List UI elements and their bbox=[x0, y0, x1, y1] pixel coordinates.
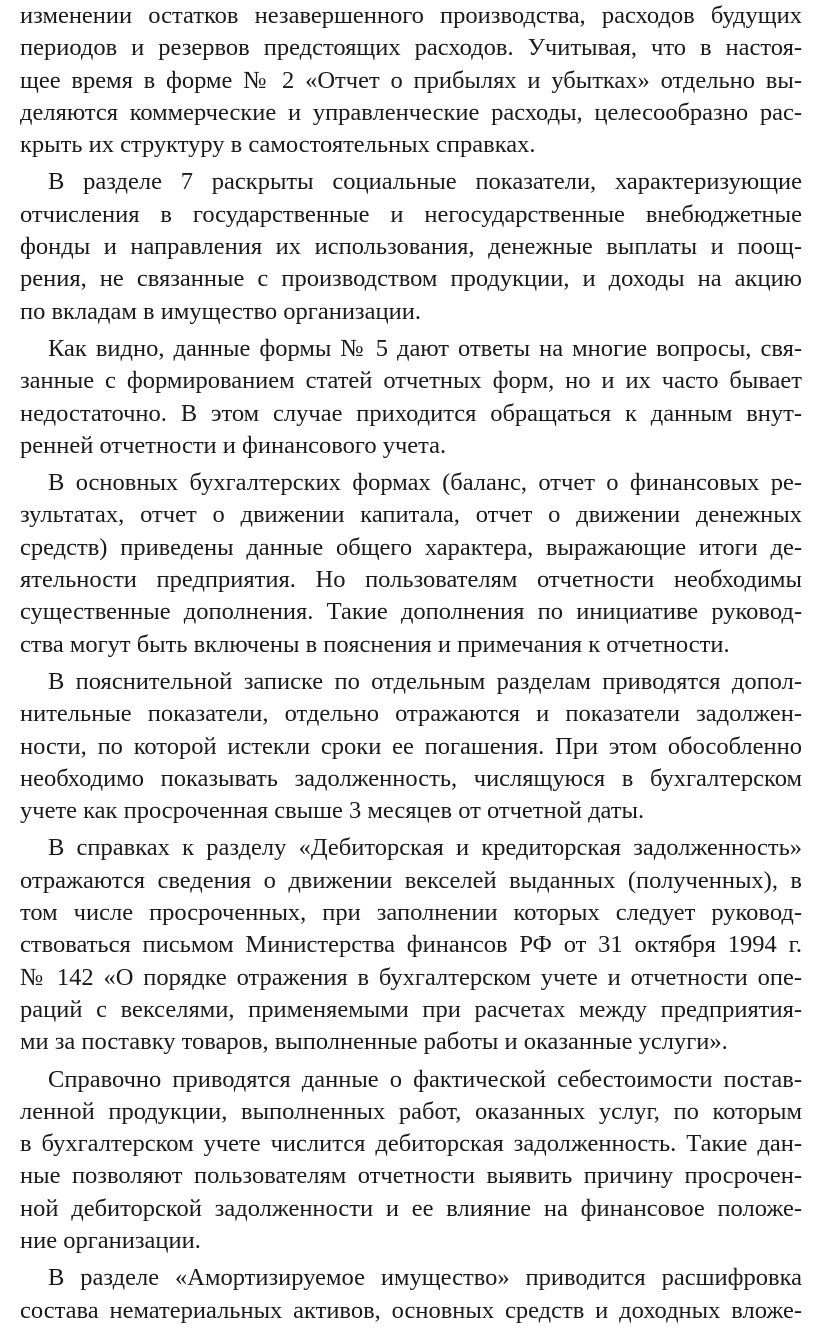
paragraph-7 bbox=[20, 1064, 802, 1258]
text-line: ства могут быть включены в пояснения и примечания к отчетности. bbox=[20, 630, 730, 658]
text-line: ятельности предприятия. Но пользователям отчетности необходимы bbox=[20, 566, 802, 594]
paragraph-2 bbox=[20, 166, 802, 327]
text-line: В разделе «Амортизируемое имущество» приводится расшифровка bbox=[48, 1264, 802, 1292]
text-line: деляются коммерческие и управленческие расходы, целесообразно рас- bbox=[20, 98, 802, 126]
text-line: В пояснительной записке по отдельным разделам приводятся допол- bbox=[48, 667, 802, 695]
text-line: в бухгалтерском учете числится дебиторская задолженность. Такие дан- bbox=[20, 1130, 802, 1158]
text-line: зультатах, отчет о движении капитала, отчет о движении денежных bbox=[20, 501, 802, 529]
text-line: изменении остатков незавершенного производства, расходов будущих bbox=[20, 2, 802, 29]
text-line: раций с векселями, применяемыми при расчетах между предприятия- bbox=[20, 995, 802, 1023]
text-line: периодов и резервов предстоящих расходов. Учитывая, что в настоя- bbox=[20, 34, 802, 62]
text-line: Как видно, данные формы № 5 дают ответы на многие вопросы, свя- bbox=[48, 334, 802, 362]
text-line: ренней отчетности и финансового учета. bbox=[20, 431, 447, 459]
text-line: Справочно приводятся данные о фактической себестоимости постав- bbox=[48, 1065, 802, 1093]
paragraph-6 bbox=[20, 832, 802, 1058]
text-line: ные позволяют пользователям отчетности выявить причину просрочен- bbox=[20, 1162, 802, 1190]
text-line: ности, по которой истекли сроки ее погашения. При этом обособленно bbox=[20, 732, 802, 760]
text-line: занные с формированием статей отчетных форм, но и их часто бывает bbox=[20, 367, 802, 395]
text-line: ной дебиторской задолженности и ее влияние на финансовое положе- bbox=[20, 1194, 802, 1222]
text-line: В разделе 7 раскрыты социальные показатели, характеризующие bbox=[48, 168, 802, 196]
text-line: В справках к разделу «Дебиторская и кредиторская задолженность» bbox=[48, 834, 802, 862]
paragraph-5 bbox=[20, 666, 802, 827]
text-line: ствоваться письмом Министерства финансов РФ от 31 октября 1994 г. bbox=[20, 931, 802, 959]
text-line: № 142 «О порядке отражения в бухгалтерском учете и отчетности опе- bbox=[20, 963, 802, 991]
text-line: В основных бухгалтерских формах (баланс, отчет о финансовых ре- bbox=[48, 469, 802, 497]
paragraph-4 bbox=[20, 467, 802, 661]
text-line: ленной продукции, выполненных работ, оказанных услуг, по которым bbox=[20, 1097, 802, 1125]
text-line: отчисления в государственные и негосударственные внебюджетные bbox=[20, 200, 802, 228]
text-line: фонды и направления их использования, денежные выплаты и поощ- bbox=[20, 233, 802, 261]
text-line: средств) приведены данные общего характера, выражающие итоги де- bbox=[20, 533, 802, 561]
document-page bbox=[20, 0, 802, 1332]
text-line: существенные дополнения. Такие дополнения по инициативе руковод- bbox=[20, 598, 802, 626]
paragraph-8 bbox=[20, 1262, 802, 1327]
text-line: недостаточно. В этом случае приходится обращаться к данным внут- bbox=[20, 399, 802, 427]
text-line: состава нематериальных активов, основных средств и доходных вложе- bbox=[20, 1296, 802, 1324]
text-line: том числе просроченных, при заполнении которых следует руковод- bbox=[20, 899, 802, 927]
paragraph-1 bbox=[20, 0, 802, 161]
text-line: щее время в форме № 2 «Отчет о прибылях и убытках» отдельно вы- bbox=[20, 66, 802, 94]
text-line: по вкладам в имущество организации. bbox=[20, 297, 421, 325]
text-line: нительные показатели, отдельно отражаются и показатели задолжен- bbox=[20, 700, 802, 728]
text-line: ми за поставку товаров, выполненные работы и оказанные услуги». bbox=[20, 1028, 728, 1056]
text-line: крыть их структуру в самостоятельных справках. bbox=[20, 131, 536, 159]
text-line: рения, не связанные с производством продукции, и доходы на акцию bbox=[20, 265, 802, 293]
text-line: необходимо показывать задолженность, числящуюся в бухгалтерском bbox=[20, 764, 802, 792]
paragraph-3 bbox=[20, 333, 802, 462]
text-line: отражаются сведения о движении векселей выданных (полученных), в bbox=[20, 866, 802, 894]
text-line: учете как просроченная свыше 3 месяцев от отчетной даты. bbox=[20, 797, 645, 825]
text-line: ние организации. bbox=[20, 1226, 201, 1254]
